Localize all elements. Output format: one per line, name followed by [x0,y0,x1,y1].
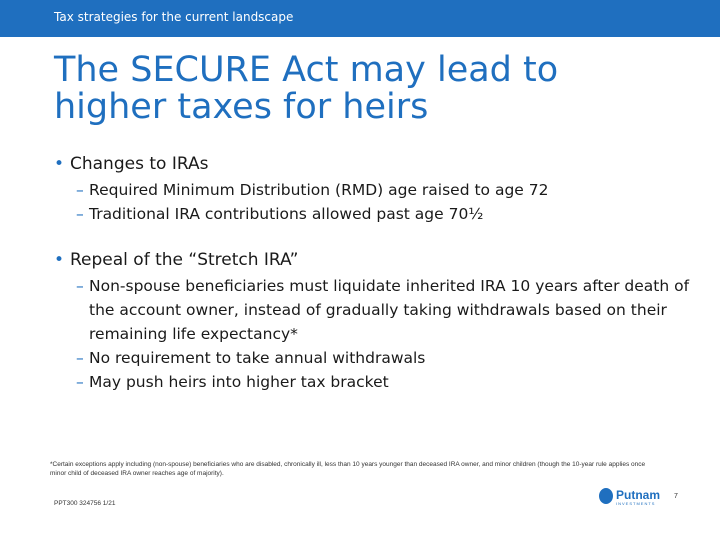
putnam-logo [599,488,669,508]
slide-title [54,52,674,126]
bullet-item [54,248,694,272]
bullet-list [54,152,694,394]
sub-bullet-item [76,346,694,370]
sub-bullet-list [76,178,694,226]
slide-title-line-2: higher taxes for heirs [54,87,429,127]
page-number: 7 [674,493,678,500]
document-code: PPT300 324756 1/21 [54,500,116,507]
sub-bullet-item [76,370,694,394]
dash-icon: – [76,277,84,295]
slide-title-line-1: The SECURE Act may lead to [54,50,559,90]
footnote: *Certain exceptions apply including (non-spouse) beneficiaries who are disabled, chronically ill, less than 10 years younger than deceased IRA owner, and minor children (though the 10-year rule applies once minor child of deceased IRA owner reaches age of majority). [50,461,646,477]
sub-bullet-text: Traditional IRA contributions allowed past age 70½ [89,205,484,223]
dash-icon: – [76,181,84,199]
dash-icon: – [76,205,84,223]
sub-bullet-item [76,202,694,226]
logo-tagline: INVESTMENTS [616,501,656,506]
logo-mark-icon [599,488,613,504]
sub-bullet-list [76,274,694,394]
sub-bullet-text: May push heirs into higher tax bracket [89,373,389,391]
bullet-text: Changes to IRAs [70,154,209,174]
header-text: Tax strategies for the current landscape [54,10,294,24]
sub-bullet-item [76,178,694,202]
sub-bullet-text: No requirement to take annual withdrawals [89,349,426,367]
bullet-text: Repeal of the “Stretch IRA” [70,250,299,270]
sub-bullet-item [76,274,694,346]
sub-bullet-text: Non-spouse beneficiaries must liquidate inherited IRA 10 years after death of the account owner, instead of gradually taking withdrawals based on their remaining life expectancy* [89,277,690,343]
dash-icon: – [76,349,84,367]
bullet-item [54,152,694,176]
logo-name: Putnam [616,488,661,502]
bullet-icon: • [54,154,65,174]
dash-icon: – [76,373,84,391]
sub-bullet-text: Required Minimum Distribution (RMD) age raised to age 72 [89,181,549,199]
bullet-icon: • [54,250,65,270]
header-bar [0,0,720,37]
